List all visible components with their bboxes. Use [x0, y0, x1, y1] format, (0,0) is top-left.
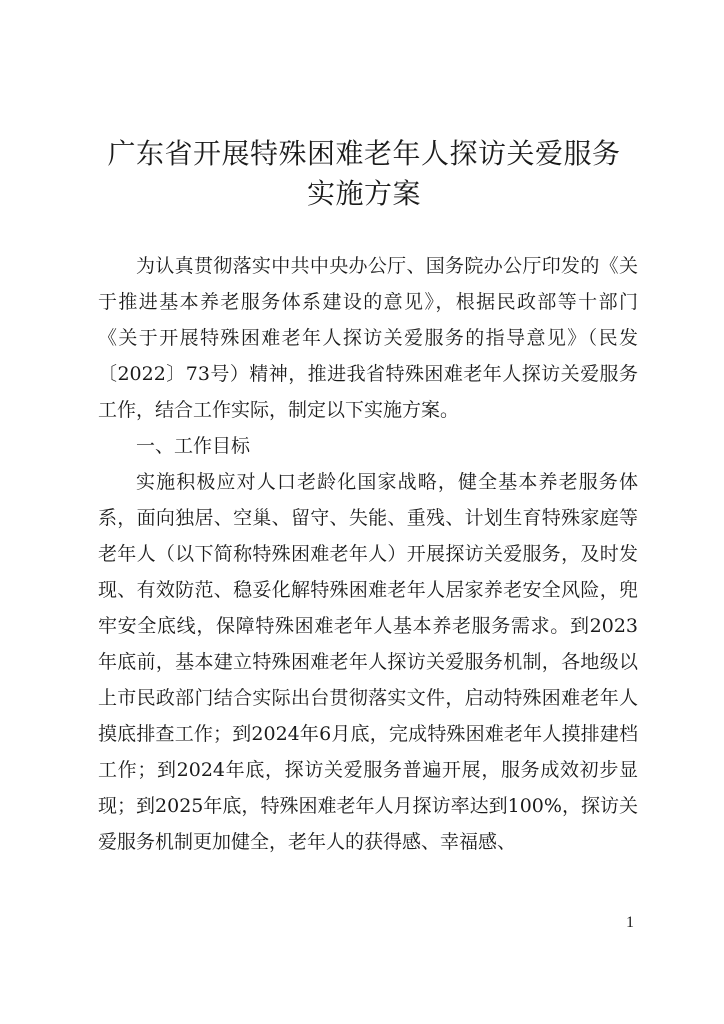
document-title: 广东省开展特殊困难老年人探访关爱服务 实施方案 [107, 137, 621, 210]
section-heading-goals: 一、工作目标 [136, 435, 251, 457]
document-body [98, 248, 638, 860]
intro-paragraph: 为认真贯彻落实中共中央办公厅、国务院办公厅印发的《关于推进基本养老服务体系建设的意见》，根据民政部等十部门《关于开展特殊困难老年人探访关爱服务的指导意见》（民发〔2022〕73号）精神，推进我省特殊困难老年人探访关爱服务工作，结合工作实际，制定以下实施方案。 [98, 255, 638, 421]
page-number: 1 [626, 914, 634, 931]
section-paragraph-goals: 实施积极应对人口老龄化国家战略，健全基本养老服务体系，面向独居、空巢、留守、失能、重残、计划生育特殊家庭等老年人（以下简称特殊困难老年人）开展探访关爱服务，及时发现、有效防范、稳妥化解特殊困难老年人居家养老安全风险，兜牢安全底线，保障特殊困难老年人基本养老服务需求。到2023年底前，基本建立特殊困难老年人探访关爱服务机制，各地级以上市民政部门结合实际出台贯彻落实文件，启动特殊困难老年人摸底排查工作；到2024年6月底，完成特殊困难老年人摸排建档工作；到2024年底，探访关爱服务普遍开展，服务成效初步显现；到2025年底，特殊困难老年人月探访率达到100%，探访关爱服务机制更加健全，老年人的获得感、幸福感、 [98, 471, 638, 853]
